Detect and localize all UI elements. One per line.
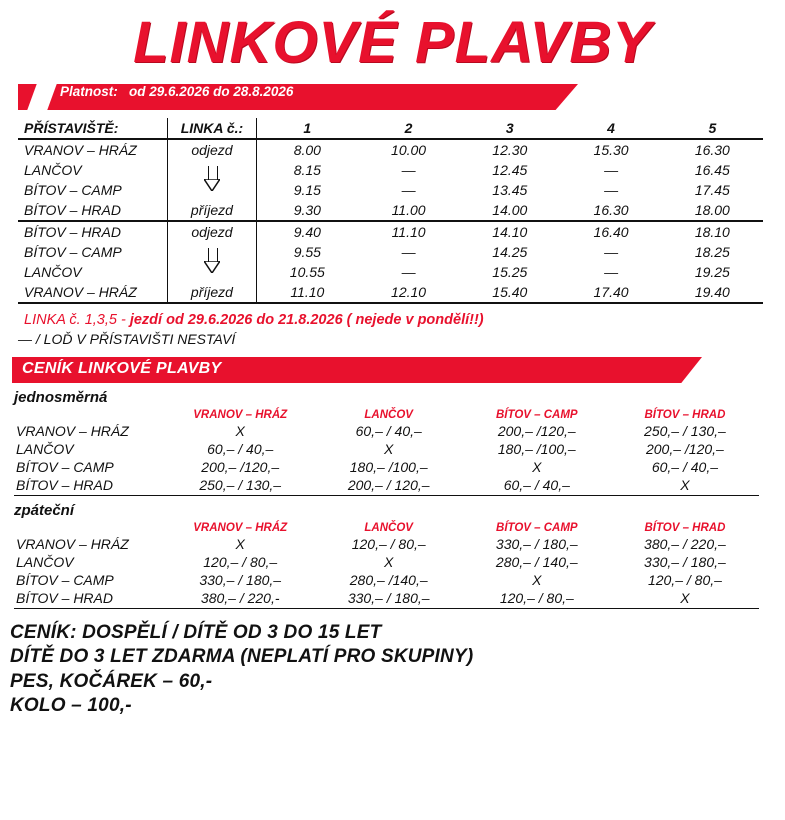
price-cell: X: [680, 590, 690, 606]
row-time-1: 9.55: [293, 244, 321, 260]
row-time-4: —: [604, 182, 619, 198]
price-cell: X: [532, 572, 542, 588]
price-cell: 280,– / 140,–: [495, 554, 578, 570]
price-cell: 200,– /120,–: [201, 459, 280, 475]
price-cell: 60,– / 40,–: [651, 459, 718, 475]
return-price-table: [14, 521, 759, 609]
row-time-1: 9.15: [293, 182, 321, 198]
table-row: [18, 200, 763, 221]
timetable-header-line: LINKA č.:: [168, 118, 256, 139]
row-time-2: —: [401, 264, 416, 280]
oneway-price-table: [14, 408, 759, 496]
table-row: [14, 535, 759, 553]
row-time-2: 11.10: [391, 224, 426, 240]
row-time-5: 18.10: [694, 224, 730, 240]
price-cell: X: [384, 441, 394, 457]
table-row: [18, 180, 763, 200]
price-cell: 380,– / 220,–: [644, 536, 726, 552]
row-port: BÍTOV – CAMP: [18, 242, 168, 262]
footer-notes: [10, 621, 785, 718]
pricing-section-banner: [12, 357, 773, 383]
price-row-header: VRANOV – HRÁZ: [16, 423, 129, 439]
arrow-down-icon: [204, 248, 220, 274]
price-table-divider: [14, 607, 759, 609]
price-cell: 200,– /120,–: [497, 423, 576, 439]
price-row-header: LANČOV: [16, 554, 74, 570]
row-time-3: 14.25: [492, 244, 528, 260]
validity-value: od 29.6.2026 do 28.8.2026: [129, 84, 294, 99]
row-time-2: —: [401, 162, 416, 178]
price-header-row: [14, 408, 759, 422]
price-cell: X: [235, 423, 245, 439]
line-note-prefix: LINKA č. 1,3,5 -: [24, 312, 126, 328]
price-cell: 330,– / 180,–: [495, 536, 578, 552]
direction-arrow-down-icon: [168, 242, 256, 282]
row-time-3: 15.40: [459, 282, 560, 303]
price-cell: X: [235, 536, 245, 552]
price-cell: 330,– / 180,–: [347, 590, 430, 606]
row-port: LANČOV: [18, 262, 168, 282]
timetable-header-row: [18, 118, 763, 139]
table-row: [14, 440, 759, 458]
row-time-1: 10.55: [289, 264, 325, 280]
price-col-header-2: LANČOV: [364, 409, 413, 421]
row-port: LANČOV: [18, 160, 168, 180]
row-time-1: 9.40: [293, 224, 321, 240]
timetable-header-4: 4: [560, 118, 661, 139]
row-port: VRANOV – HRÁZ: [18, 282, 168, 303]
price-col-header-4: BÍTOV – HRAD: [644, 409, 726, 421]
table-row: [14, 422, 759, 440]
row-time-5: 19.25: [694, 264, 730, 280]
price-cell: 180,– /100,–: [497, 441, 576, 457]
row-time-3: 12.45: [492, 162, 528, 178]
row-direction: příjezd: [168, 200, 256, 221]
validity-banner: [18, 84, 767, 110]
row-time-5: 17.45: [694, 182, 730, 198]
price-cell: 330,– / 180,–: [644, 554, 726, 570]
table-row: [14, 476, 759, 494]
validity-label: Platnost:: [60, 84, 118, 99]
price-cell: 180,– /100,–: [349, 459, 428, 475]
row-time-2: —: [401, 182, 416, 198]
price-cell: 250,– / 130,–: [644, 423, 726, 439]
row-port: BÍTOV – HRAD: [18, 221, 168, 242]
row-time-5: 16.30: [694, 142, 730, 158]
direction-arrow-down-icon: [168, 160, 256, 200]
return-label: zpáteční: [14, 502, 75, 519]
timetable-header-5: 5: [662, 118, 763, 139]
row-time-1: 11.10: [256, 282, 358, 303]
timetable-header-1: 1: [256, 118, 358, 139]
price-row-header: BÍTOV – CAMP: [16, 572, 114, 588]
price-cell: 60,– / 40,–: [503, 477, 570, 493]
row-direction: odjezd: [168, 139, 256, 160]
arrow-down-icon: [204, 166, 220, 192]
price-cell: 280,– /140,–: [349, 572, 428, 588]
row-time-4: 16.30: [560, 200, 661, 221]
row-time-3: 12.30: [492, 142, 528, 158]
row-time-3: 13.45: [492, 182, 528, 198]
price-cell: 120,– / 80,–: [647, 572, 722, 588]
price-col-header-1: VRANOV – HRÁZ: [193, 522, 288, 534]
price-row-header: BÍTOV – HRAD: [16, 590, 113, 606]
row-time-5: 18.25: [694, 244, 730, 260]
row-time-2: 12.10: [358, 282, 459, 303]
price-cell: 120,– / 80,–: [203, 554, 278, 570]
price-corner-cell: [14, 521, 166, 535]
table-row: [14, 458, 759, 476]
row-time-2: —: [401, 244, 416, 260]
price-col-header-3: BÍTOV – CAMP: [496, 409, 578, 421]
dash-note: — / LOĎ V PŘÍSTAVIŠTI NESTAVÍ: [18, 331, 236, 347]
table-row: [18, 282, 763, 303]
timetable-header-port: PŘÍSTAVIŠTĚ:: [18, 118, 168, 139]
row-direction: odjezd: [168, 221, 256, 242]
pricing-section-title: CENÍK LINKOVÉ PLAVBY: [22, 360, 222, 377]
table-row: [14, 589, 759, 607]
row-time-5: 16.45: [694, 162, 730, 178]
price-col-header-3: BÍTOV – CAMP: [496, 522, 578, 534]
row-time-2: 10.00: [391, 142, 427, 158]
price-cell: 120,– / 80,–: [499, 590, 574, 606]
price-cell: 380,– / 220,-: [200, 590, 280, 606]
table-row: [18, 160, 763, 180]
price-row-header: VRANOV – HRÁZ: [16, 536, 129, 552]
timetable: [18, 118, 763, 304]
price-cell: 250,– / 130,–: [199, 477, 282, 493]
price-col-header-2: LANČOV: [364, 522, 413, 534]
oneway-label: jednosměrná: [14, 389, 108, 406]
price-cell: 200,– / 120,–: [347, 477, 430, 493]
row-time-3: 15.25: [492, 264, 528, 280]
row-direction: příjezd: [168, 282, 256, 303]
price-cell: X: [680, 477, 690, 493]
price-cell: 60,– / 40,–: [355, 423, 422, 439]
price-col-header-4: BÍTOV – HRAD: [644, 522, 726, 534]
price-row-header: BÍTOV – CAMP: [16, 459, 114, 475]
row-time-5: 19.40: [662, 282, 763, 303]
price-cell: X: [532, 459, 542, 475]
row-time-1: 8.15: [293, 162, 321, 178]
footer-line-4: KOLO – 100,-: [10, 694, 132, 716]
row-time-3: 14.10: [492, 224, 528, 240]
row-time-4: —: [604, 162, 619, 178]
row-time-5: 18.00: [662, 200, 763, 221]
price-cell: 330,– / 180,–: [199, 572, 282, 588]
footer-line-1: CENÍK: DOSPĚLÍ / DÍTĚ OD 3 DO 15 LET: [10, 622, 382, 643]
row-port: VRANOV – HRÁZ: [18, 139, 168, 160]
row-time-4: —: [604, 244, 619, 260]
line-note: [24, 312, 767, 328]
timetable-header-2: 2: [358, 118, 459, 139]
row-time-1: 8.00: [293, 142, 321, 158]
price-cell: 200,– /120,–: [645, 441, 724, 457]
row-time-1: 9.30: [256, 200, 358, 221]
table-row: [14, 571, 759, 589]
price-corner-cell: [14, 408, 166, 422]
row-time-4: —: [604, 264, 619, 280]
price-header-row: [14, 521, 759, 535]
table-row: [18, 262, 763, 282]
price-cell: 120,– / 80,–: [351, 536, 426, 552]
price-col-header-1: VRANOV – HRÁZ: [193, 409, 288, 421]
price-table-divider: [14, 494, 759, 496]
validity-text: [60, 84, 767, 99]
table-row: [14, 553, 759, 571]
table-row: [18, 242, 763, 262]
row-time-4: 16.40: [593, 224, 629, 240]
timetable-header-3: 3: [459, 118, 560, 139]
price-cell: X: [384, 554, 394, 570]
row-port: BÍTOV – HRAD: [18, 200, 168, 221]
row-time-2: 11.00: [358, 200, 459, 221]
table-row: [18, 221, 763, 242]
row-time-3: 14.00: [459, 200, 560, 221]
row-port: BÍTOV – CAMP: [18, 180, 168, 200]
price-cell: 60,– / 40,–: [207, 441, 274, 457]
row-time-4: 15.30: [593, 142, 629, 158]
price-row-header: BÍTOV – HRAD: [16, 477, 113, 493]
page-title: LINKOVÉ PLAVBY: [133, 10, 652, 75]
line-note-bold: jezdí od 29.6.2026 do 21.8.2026 ( nejede v pondělí!!): [129, 312, 484, 328]
footer-line-3: PES, KOČÁREK – 60,-: [10, 670, 213, 692]
table-row: [18, 139, 763, 160]
row-time-4: 17.40: [560, 282, 661, 303]
footer-line-2: DÍTĚ DO 3 LET ZDARMA (NEPLATÍ PRO SKUPINY): [10, 646, 474, 668]
price-row-header: LANČOV: [16, 441, 74, 457]
